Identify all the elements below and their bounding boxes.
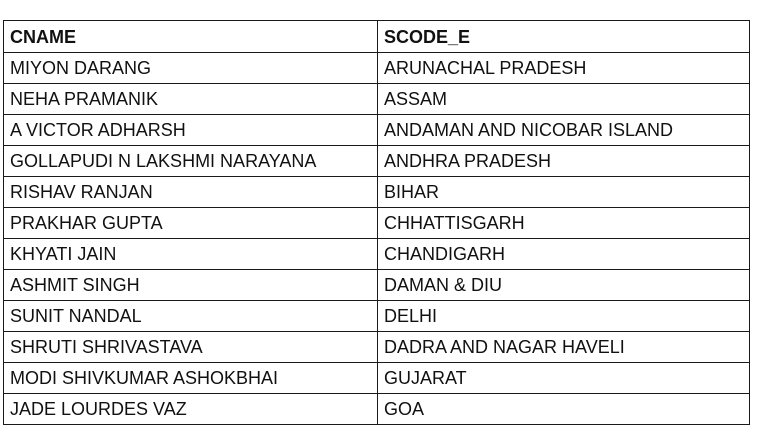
cell-scode-e: DAMAN & DIU: [378, 270, 750, 301]
cell-scode-e: CHANDIGARH: [378, 239, 750, 270]
cell-scode-e: BIHAR: [378, 177, 750, 208]
cell-cname: ASHMIT SINGH: [4, 270, 378, 301]
cell-cname: GOLLAPUDI N LAKSHMI NARAYANA: [4, 146, 378, 177]
cell-cname: KHYATI JAIN: [4, 239, 378, 270]
cell-scode-e: DELHI: [378, 301, 750, 332]
cell-cname: PRAKHAR GUPTA: [4, 208, 378, 239]
cell-cname: MODI SHIVKUMAR ASHOKBHAI: [4, 363, 378, 394]
cell-cname: RISHAV RANJAN: [4, 177, 378, 208]
cell-scode-e: ANDHRA PRADESH: [378, 146, 750, 177]
cell-cname: SHRUTI SHRIVASTAVA: [4, 332, 378, 363]
cell-scode-e: ASSAM: [378, 84, 750, 115]
table-row: [4, 270, 750, 301]
cell-scode-e: ANDAMAN AND NICOBAR ISLAND: [378, 115, 750, 146]
table-row: [4, 146, 750, 177]
cell-scode-e: GOA: [378, 394, 750, 425]
cell-scode-e: DADRA AND NAGAR HAVELI: [378, 332, 750, 363]
column-header-cname: CNAME: [4, 21, 378, 53]
cell-cname: A VICTOR ADHARSH: [4, 115, 378, 146]
cell-scode-e: ARUNACHAL PRADESH: [378, 53, 750, 84]
cell-cname: MIYON DARANG: [4, 53, 378, 84]
table-row: [4, 332, 750, 363]
table-header-row: [4, 21, 750, 53]
column-header-scode-e: SCODE_E: [378, 21, 750, 53]
table-row: [4, 53, 750, 84]
table-row: [4, 394, 750, 425]
cell-scode-e: GUJARAT: [378, 363, 750, 394]
data-table: [3, 20, 750, 425]
cell-cname: JADE LOURDES VAZ: [4, 394, 378, 425]
table-row: [4, 177, 750, 208]
table-row: [4, 239, 750, 270]
cell-scode-e: CHHATTISGARH: [378, 208, 750, 239]
table-row: [4, 301, 750, 332]
table-row: [4, 84, 750, 115]
cell-cname: NEHA PRAMANIK: [4, 84, 378, 115]
table-row: [4, 208, 750, 239]
table-row: [4, 115, 750, 146]
table-row: [4, 363, 750, 394]
cell-cname: SUNIT NANDAL: [4, 301, 378, 332]
